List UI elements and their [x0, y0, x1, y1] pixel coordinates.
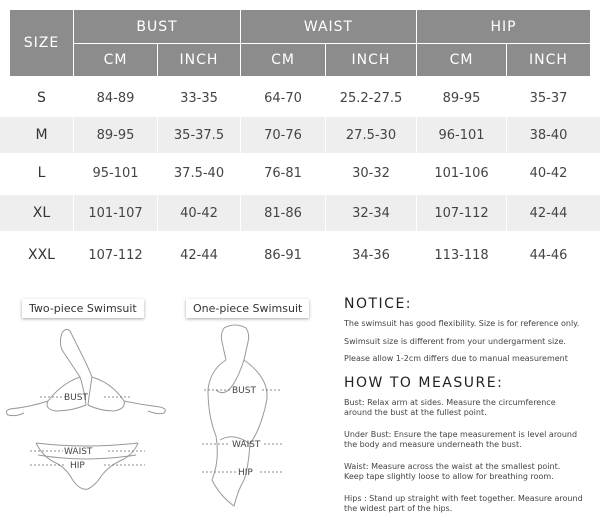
size-header: SIZE [10, 10, 73, 76]
value-cell: 81-86 [264, 205, 302, 221]
value-cell: 42-44 [529, 205, 568, 221]
how-to-measure-heading: HOW TO MEASURE: [344, 375, 504, 391]
size-cell: XXL [28, 247, 55, 263]
value-cell: 96-101 [438, 127, 485, 143]
value-cell: 42-44 [180, 247, 218, 263]
value-cell: 35-37.5 [173, 127, 225, 143]
column-divider [157, 80, 158, 273]
table-row [0, 195, 600, 231]
table-row [0, 155, 600, 191]
how-to-hips: Hips : Stand up straight with feet together. Measure around the widest part of the hips. [344, 494, 583, 513]
value-cell: 107-112 [434, 205, 489, 221]
how-to-waist: Waist: Measure across the waist at the smallest point. Keep tape slightly loose to allow for breathing room. [344, 462, 561, 481]
notice-line: Swimsuit size is different from your undergarment size. [344, 337, 566, 346]
value-cell: 35-37 [529, 90, 568, 106]
one-piece-swimsuit-diagram [190, 320, 300, 515]
value-cell: 95-101 [92, 165, 139, 181]
two-piece-hip-label: HIP [70, 461, 85, 471]
unit-header: CM [241, 44, 325, 76]
one-piece-hip-label: HIP [238, 468, 253, 478]
unit-header: CM [74, 44, 157, 76]
value-cell: 101-107 [88, 205, 143, 221]
value-cell: 25.2-27.5 [339, 90, 403, 106]
how-to-bust: Bust: Relax arm at sides. Measure the circumference around the bust at the fullest point. [344, 398, 556, 417]
value-cell: 70-76 [264, 127, 302, 143]
two-piece-bust-label: BUST [64, 393, 88, 403]
size-cell: S [37, 90, 46, 106]
column-divider [240, 80, 241, 273]
size-cell: L [37, 165, 46, 181]
value-cell: 44-46 [529, 247, 568, 263]
value-cell: 27.5-30 [345, 127, 397, 143]
value-cell: 86-91 [264, 247, 302, 263]
size-cell: M [35, 127, 48, 143]
table-row [0, 117, 600, 153]
hip-group-header: HIP [417, 10, 590, 43]
value-cell: 64-70 [264, 90, 302, 106]
unit-header: INCH [326, 44, 416, 76]
notice-line: Please allow 1-2cm differs due to manual measurement [344, 354, 568, 363]
how-to-under-bust: Under Bust: Ensure the tape measurement is level around the body and measure underneath the bust. [344, 430, 578, 449]
value-cell: 40-42 [529, 165, 568, 181]
unit-header: CM [417, 44, 506, 76]
one-piece-bust-label: BUST [232, 386, 256, 396]
value-cell: 89-95 [96, 127, 135, 143]
one-piece-waist-label: WAIST [232, 440, 261, 450]
two-piece-swimsuit-diagram [0, 325, 175, 510]
column-divider [416, 80, 417, 273]
value-cell: 101-106 [434, 165, 489, 181]
value-cell: 40-42 [180, 205, 218, 221]
value-cell: 30-32 [352, 165, 390, 181]
bust-group-header: BUST [74, 10, 240, 43]
notice-line: The swimsuit has good flexibility. Size is for reference only. [344, 319, 580, 328]
notice-heading: NOTICE: [344, 296, 413, 312]
two-piece-title: Two-piece Swimsuit [22, 299, 144, 318]
column-divider [73, 80, 74, 273]
one-piece-title: One-piece Swimsuit [186, 299, 309, 318]
value-cell: 89-95 [442, 90, 481, 106]
column-divider [325, 80, 326, 273]
size-cell: XL [32, 205, 51, 221]
value-cell: 113-118 [434, 247, 489, 263]
column-divider [506, 80, 507, 273]
unit-header: INCH [158, 44, 240, 76]
value-cell: 33-35 [180, 90, 218, 106]
value-cell: 84-89 [96, 90, 135, 106]
value-cell: 32-34 [352, 205, 390, 221]
value-cell: 107-112 [88, 247, 143, 263]
table-row [0, 237, 600, 273]
table-row [0, 80, 600, 116]
value-cell: 34-36 [352, 247, 390, 263]
value-cell: 76-81 [264, 165, 302, 181]
unit-header: INCH [507, 44, 590, 76]
waist-group-header: WAIST [241, 10, 416, 43]
two-piece-waist-label: WAIST [64, 447, 93, 457]
value-cell: 37.5-40 [173, 165, 225, 181]
value-cell: 38-40 [529, 127, 568, 143]
